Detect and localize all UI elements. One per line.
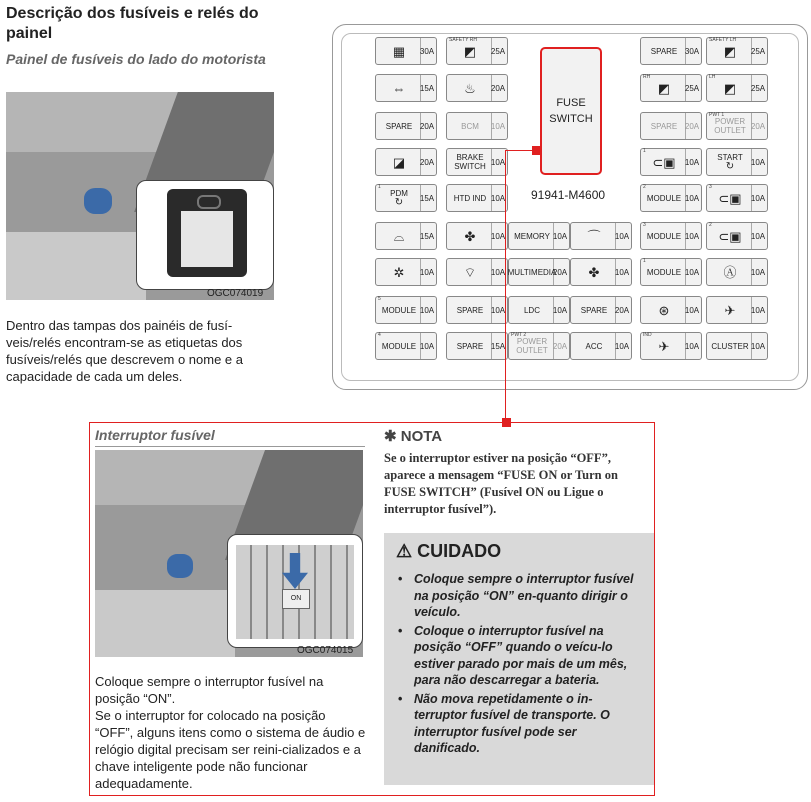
fuse-r9c2 [446, 332, 508, 360]
fuse-switch-photo [95, 450, 363, 657]
airbag-icon: ✈ [724, 302, 736, 318]
fuse-amperage: 10A [750, 267, 766, 277]
nota-title: ✱ NOTA [384, 428, 443, 445]
fuse-label [643, 297, 686, 323]
fuse-amperage: 10A [490, 231, 506, 241]
fuse-superscript: RH [643, 74, 651, 80]
divider [95, 446, 365, 447]
hand-icon [167, 554, 193, 578]
fuse-label [709, 223, 752, 249]
ac-icon: ✲ [393, 264, 405, 280]
figure-code: OGC074019 [207, 288, 264, 299]
fuse-superscript: 3 [643, 222, 646, 228]
fuse-amperage: 10A [684, 305, 700, 315]
fuse-label [449, 297, 492, 323]
fuse-label [643, 223, 686, 249]
fuse-r6c2 [446, 222, 508, 250]
fuse-label-text: BCM [461, 121, 479, 131]
fuse-r8c2 [446, 296, 508, 324]
fuse-amperage: 20A [614, 305, 630, 315]
fuse-r7c6 [706, 258, 768, 286]
fuse-label-text: POWER OUTLET [714, 117, 746, 135]
dashboard-photo [6, 92, 274, 300]
fan-icon: ✤ [588, 264, 600, 280]
fuse-label [378, 38, 421, 64]
window-icon: ◩ [463, 43, 477, 59]
fuse-label [709, 333, 752, 359]
callout-line [505, 150, 535, 151]
window-icon: ◩ [723, 80, 737, 96]
fuse-superscript: PWT 1 [709, 112, 725, 118]
fuse-amperage: 10A [750, 341, 766, 351]
fuse-label [449, 75, 492, 101]
fuse-r6c4 [570, 222, 632, 250]
fuse-amperage: 10A [614, 231, 630, 241]
fuse-label-text: POWER OUTLET [516, 337, 548, 355]
fuse-amperage: 10A [684, 193, 700, 203]
airbag-icon: ✈ [658, 338, 670, 354]
window-icon: ◩ [723, 43, 737, 59]
fuse-amperage: 10A [614, 267, 630, 277]
fuse-r6c1 [375, 222, 437, 250]
fuse-r6c6 [706, 222, 768, 250]
fuse-label-text: HTD IND [453, 193, 487, 203]
fuse-r9c5 [640, 332, 702, 360]
fuse-label-text: CLUSTER [711, 341, 749, 351]
fuse-r9c3 [508, 332, 570, 360]
fuse-amperage: 25A [750, 46, 766, 56]
hazard-icon: ⇔ [392, 80, 406, 96]
fuse-label-text: PDM [390, 189, 408, 198]
fuse-r7c2 [446, 258, 508, 286]
fuse-label-text: MEMORY [514, 231, 550, 241]
fuse-r1c6 [706, 37, 768, 65]
fuse-r7c5 [640, 258, 702, 286]
fuse-amperage: 10A [419, 267, 435, 277]
fuse-superscript: 1 [378, 184, 381, 190]
fuse-r1c1 [375, 37, 437, 65]
interruptor-title: Interruptor fusível [95, 427, 215, 443]
fuse-amperage: 10A [490, 157, 506, 167]
fuse-label-text: MODULE [646, 193, 682, 203]
fuse-r1c5 [640, 37, 702, 65]
fuse-amperage: 30A [419, 46, 435, 56]
fuse-label [449, 185, 492, 211]
fuse-label-text: SPARE [580, 305, 608, 315]
fuse-label-text: SPARE [650, 121, 678, 131]
seat-heater-icon: ♨ [464, 80, 476, 96]
fuse-label [449, 149, 492, 175]
fuse-amperage: 20A [750, 121, 766, 131]
fuse-amperage: 10A [490, 305, 506, 315]
fuse-r2c1 [375, 74, 437, 102]
fuse-label [378, 223, 421, 249]
fuse-label-text: MODULE [646, 267, 682, 277]
fuse-label [378, 113, 421, 139]
fuse-label [449, 113, 492, 139]
fuse-amperage: 30A [684, 46, 700, 56]
inset-fuse-box [227, 534, 363, 648]
fuse-r8c4 [570, 296, 632, 324]
fuse-label [573, 223, 616, 249]
fuse-superscript: 4 [378, 332, 381, 338]
fuse-r8c6 [706, 296, 768, 324]
part-number: 91941-M4600 [531, 188, 606, 202]
fuse-amperage: 10A [750, 305, 766, 315]
list-item: • Coloque sempre o interruptor fusível na posição “ON” en-quanto dirigir o veículo. [392, 571, 644, 621]
fuse-r9c4 [570, 332, 632, 360]
inset-fuse-cover [136, 180, 274, 290]
fuse-amperage: 10A [684, 341, 700, 351]
fuse-amperage: 20A [419, 157, 435, 167]
fuse-amperage: 10A [490, 193, 506, 203]
fuse-label [449, 259, 492, 285]
fuse-amperage: 10A [419, 305, 435, 315]
fuse-superscript: 1 [643, 148, 646, 154]
fuse-amperage: 20A [684, 121, 700, 131]
callout-line [505, 150, 506, 420]
fuse-label [511, 297, 554, 323]
fuse-label-text: MODULE [646, 231, 682, 241]
fuse-label [709, 75, 752, 101]
fuse-r2c6 [706, 74, 768, 102]
fuse-r5c5 [640, 184, 702, 212]
fuse-r6c5 [640, 222, 702, 250]
fuse-superscript: LH [709, 74, 716, 80]
fuse-superscript: 1 [643, 258, 646, 264]
fuse-amperage: 20A [552, 341, 568, 351]
wiper-icon: ⌓ [393, 228, 405, 244]
fuse-label [709, 259, 752, 285]
fuse-r6c3 [508, 222, 570, 250]
fuse-amperage: 10A [750, 157, 766, 167]
fuse-superscript: IND [643, 332, 652, 338]
fuse-r3c2 [446, 112, 508, 140]
fuse-label-text: SPARE [650, 46, 678, 56]
page-title: Descrição dos fusíveis e relés do painel [6, 5, 259, 42]
fuse-superscript: SAFETY LH [709, 37, 737, 43]
fuse-amperage: 10A [750, 231, 766, 241]
fuse-label [643, 113, 686, 139]
fuse-label [709, 297, 752, 323]
fuse-label [643, 38, 686, 64]
window-icon: ◩ [657, 80, 671, 96]
fuse-label-text: SPARE [385, 121, 413, 131]
fuse-label [573, 297, 616, 323]
steering-icon: ⊛ [658, 302, 670, 318]
hand-icon [84, 188, 112, 214]
section-subtitle: Painel de fusíveis do lado do motorista [6, 51, 266, 67]
fuse-label [507, 259, 557, 285]
fuse-amperage: 10A [419, 341, 435, 351]
fuse-r9c6 [706, 332, 768, 360]
figure-code: OGC074015 [297, 645, 354, 656]
cuidado-list [392, 571, 644, 759]
description-text: Dentro das tampas dos painéis de fusí-veis/relés encontram-se as etiquetas dos fusíveis/relés que descrevem o nome e a capacidade de cada um deles. [6, 318, 244, 384]
fuse-superscript: PWT 2 [511, 332, 527, 338]
fuse-label-text: MODULE [381, 305, 417, 315]
fuse-label [643, 259, 686, 285]
fuse-amperage: 25A [490, 46, 506, 56]
nota-text: Se o interruptor estiver na posição “OFF”, aparece a mensagem “FUSE ON or Turn on FUSE SWITCH” (Fusível ON ou Ligue o interruptor fusível”). [384, 451, 618, 516]
fuse-amperage: 20A [552, 267, 568, 277]
door-icon: ◪ [392, 154, 406, 170]
fuse-superscript: 2 [643, 184, 646, 190]
switch-on-label: ON [282, 589, 310, 609]
fuse-amperage: 10A [684, 231, 700, 241]
fan-icon: ✤ [464, 228, 476, 244]
fuse-amperage: 10A [750, 193, 766, 203]
power-icon: ↻ [394, 197, 404, 208]
fuse-switch [540, 47, 602, 175]
mirror-icon: ⌔ [463, 264, 477, 280]
fuse-r8c5 [640, 296, 702, 324]
fuse-r2c5 [640, 74, 702, 102]
start-icon: ↻ [725, 161, 735, 172]
module-icon: ⊂▣ [718, 228, 742, 244]
fuse-amperage: 20A [419, 121, 435, 131]
fuse-r3c1 [375, 112, 437, 140]
fuse-label [573, 333, 616, 359]
list-item: • Coloque o interruptor fusível na posição “OFF” quando o veícu-lo estiver parado por mais de um mês, para não descarregar a bateria. [392, 623, 644, 689]
fuse-switch-label-1: FUSE [556, 97, 586, 109]
fuse-amperage: 20A [490, 83, 506, 93]
fuse-amperage: 25A [684, 83, 700, 93]
fuse-label [378, 149, 421, 175]
fuse-r4c2 [446, 148, 508, 176]
fuse-label [643, 149, 686, 175]
list-item: • Não mova repetidamente o in-terruptor fusível de transporte. O interruptor fusível pode ser danificado. [392, 691, 644, 757]
fuse-amperage: 10A [684, 267, 700, 277]
fuse-r9c1 [375, 332, 437, 360]
fuse-r4c6 [706, 148, 768, 176]
cuidado-title: ⚠ CUIDADO [396, 541, 502, 561]
fuse-switch-label-2: SWITCH [549, 113, 593, 125]
fuse-amperage: 15A [490, 341, 506, 351]
fuse-r5c2 [446, 184, 508, 212]
fuse-amperage: 15A [419, 231, 435, 241]
fuse-r8c3 [508, 296, 570, 324]
interior-light-icon: ⌒ [587, 228, 601, 244]
fuse-r4c1 [375, 148, 437, 176]
fuse-amperage: 25A [750, 83, 766, 93]
fuse-amperage: 15A [419, 193, 435, 203]
fuse-r5c6 [706, 184, 768, 212]
fuse-label [709, 149, 752, 175]
fuse-amperage: 10A [684, 157, 700, 167]
rear-defrost-icon: ▦ [392, 43, 406, 59]
fuse-label [449, 333, 492, 359]
fuse-label [573, 259, 616, 285]
fuse-amperage: 10A [614, 341, 630, 351]
fuse-amperage: 15A [419, 83, 435, 93]
fuse-superscript: 5 [378, 296, 381, 302]
fuse-r3c6 [706, 112, 768, 140]
fuse-label [643, 185, 686, 211]
fuse-label-text: SPARE [456, 341, 484, 351]
fuse-r1c2 [446, 37, 508, 65]
module-icon: ⊂▣ [652, 154, 676, 170]
fuse-label-text: SPARE [456, 305, 484, 315]
fuse-r7c4 [570, 258, 632, 286]
fuse-amperage: 10A [490, 267, 506, 277]
fuse-superscript: 3 [709, 184, 712, 190]
fuse-amperage: 10A [552, 231, 568, 241]
fuse-superscript: SAFETY RH [449, 37, 477, 43]
fuse-label [449, 223, 492, 249]
interruptor-text: Coloque sempre o interruptor fusível na posição “ON”. Se o interruptor for colocado na posição “OFF”, alguns itens como o sistema de áudio e relógio digital precisam ser reini-cializados e a chave inteligente pode não funcionar adequadamente. [95, 674, 366, 791]
fuse-r4c5 [640, 148, 702, 176]
fuse-label [511, 223, 554, 249]
fuse-label-text: BRAKE SWITCH [454, 153, 486, 171]
fuse-label-text: MODULE [381, 341, 417, 351]
module-icon: ⊂▣ [718, 190, 742, 206]
fuse-label [378, 259, 421, 285]
fuse-amperage: 10A [490, 121, 506, 131]
fuse-amperage: 10A [552, 305, 568, 315]
fuse-label [378, 185, 421, 211]
fuse-r2c2 [446, 74, 508, 102]
fuse-label-text: MULTIMEDIA [507, 267, 557, 277]
fuse-superscript: 2 [709, 222, 712, 228]
fuse-label [378, 333, 421, 359]
fuse-label-text: LDC [523, 305, 540, 315]
fuse-r7c3 [508, 258, 570, 286]
fuse-label [378, 75, 421, 101]
fuse-r8c1 [375, 296, 437, 324]
fuse-r3c5 [640, 112, 702, 140]
fuse-r5c1 [375, 184, 437, 212]
fuse-label [378, 297, 421, 323]
fuse-label [709, 185, 752, 211]
abs-icon: Ⓐ [723, 264, 737, 280]
fuse-label-text: ACC [585, 341, 603, 351]
cuidado-box [384, 533, 654, 785]
fuse-label-text: START [717, 153, 743, 162]
fuse-r7c1 [375, 258, 437, 286]
